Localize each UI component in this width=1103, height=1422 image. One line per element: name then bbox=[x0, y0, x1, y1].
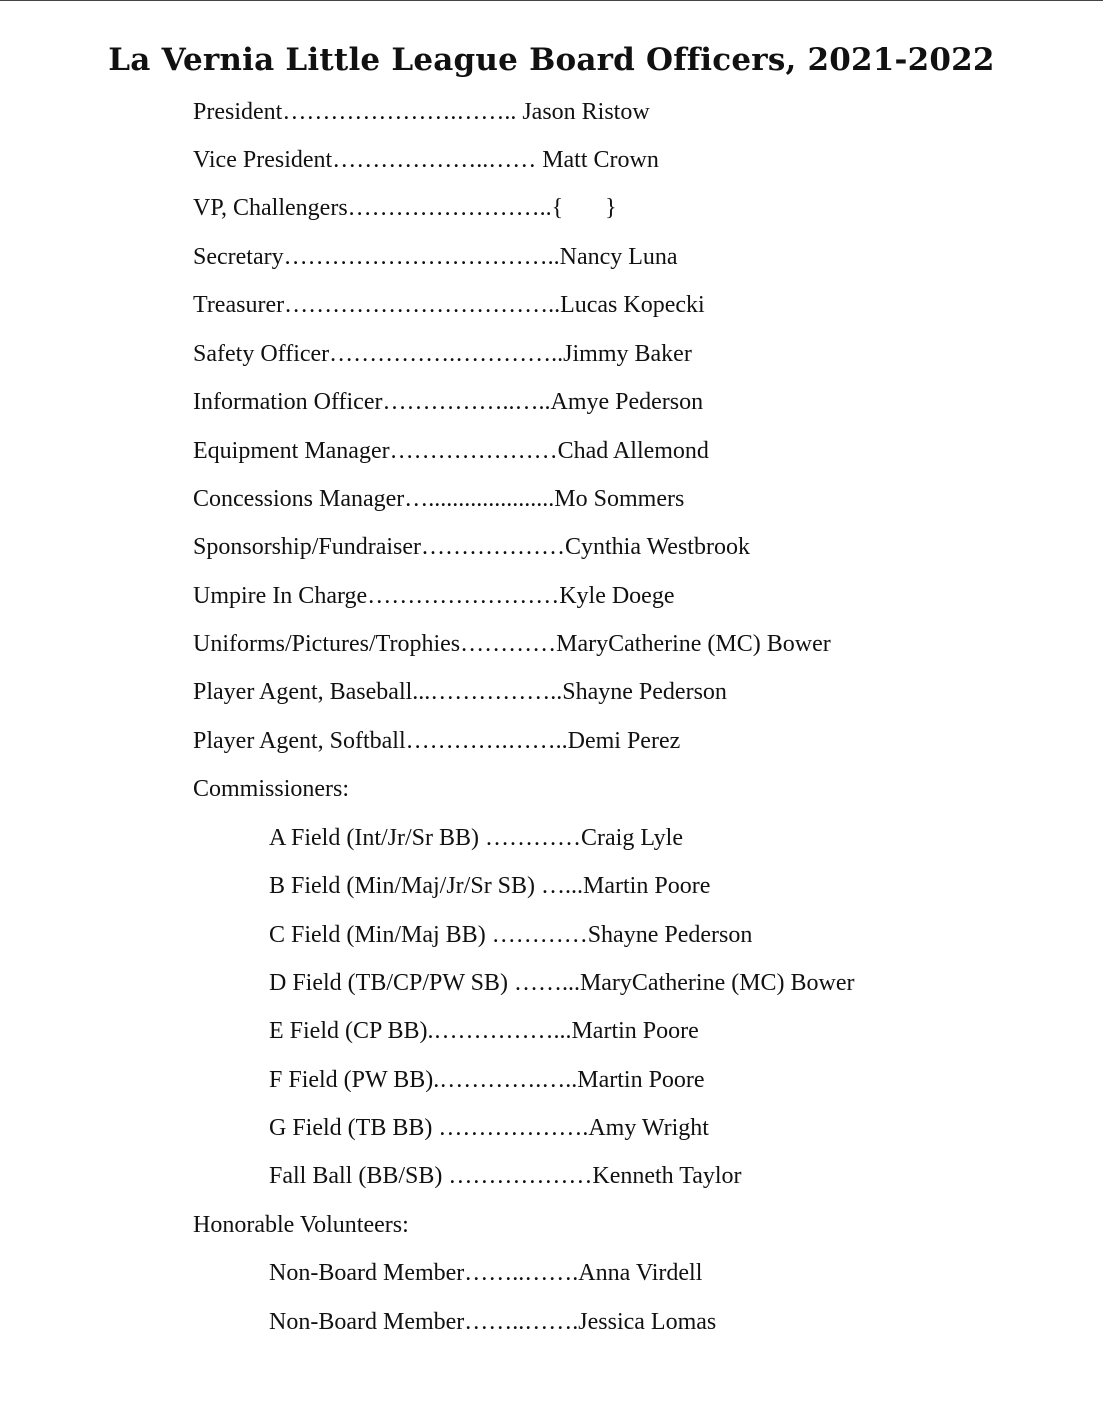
top-border bbox=[0, 0, 1103, 1]
commissioner-e-field bbox=[269, 1016, 699, 1046]
officer-role: Treasurer bbox=[193, 292, 285, 318]
commissioner-name: Martin Poore bbox=[577, 1067, 705, 1093]
officer-name: Chad Allemond bbox=[557, 438, 709, 464]
dot-leader: ……………… bbox=[442, 1163, 593, 1189]
officer-role: Umpire In Charge bbox=[193, 583, 368, 609]
commissioner-f-field bbox=[269, 1065, 705, 1095]
dot-leader: ………………..…… bbox=[332, 147, 537, 173]
officer-president bbox=[193, 97, 650, 127]
commissioner-b-field bbox=[269, 871, 710, 901]
commissioner-fall-ball bbox=[269, 1161, 742, 1191]
volunteer-role: Non-Board Member bbox=[269, 1309, 465, 1335]
dot-leader: ………………. bbox=[432, 1115, 589, 1141]
dot-leader: .……………... bbox=[427, 1018, 572, 1044]
officer-secretary bbox=[193, 242, 678, 272]
dot-leader: …... bbox=[535, 873, 584, 899]
commissioner-role: E Field (CP BB) bbox=[269, 1018, 428, 1044]
dot-leader: …………………… bbox=[367, 583, 560, 609]
volunteer-role: Non-Board Member bbox=[269, 1260, 465, 1286]
dot-leader: .………….….. bbox=[433, 1067, 578, 1093]
commissioner-name: Craig Lyle bbox=[581, 825, 683, 851]
officer-role: Sponsorship/Fundraiser bbox=[193, 534, 421, 560]
officer-role: President bbox=[193, 99, 283, 125]
officer-role: Equipment Manager bbox=[193, 438, 390, 464]
commissioner-name: Kenneth Taylor bbox=[592, 1163, 742, 1189]
dot-leader: ……..……. bbox=[464, 1260, 579, 1286]
officer-umpire-in-charge bbox=[193, 581, 674, 611]
commissioners-heading: Commissioners: bbox=[193, 776, 350, 802]
commissioner-name: MaryCatherine (MC) Bower bbox=[579, 970, 855, 996]
dot-leader: ………….…….. bbox=[405, 728, 568, 754]
dot-leader: …………………………….. bbox=[284, 292, 561, 318]
officer-role: Vice President bbox=[193, 147, 333, 173]
dot-leader: ……... bbox=[507, 970, 580, 996]
officer-role: VP, Challengers bbox=[193, 195, 348, 221]
commissioner-c-field bbox=[269, 920, 752, 950]
officer-role: Player Agent, Baseball bbox=[193, 679, 413, 705]
dot-leader: …………………………….. bbox=[283, 244, 560, 270]
officer-name: Jason Ristow bbox=[522, 99, 650, 125]
commissioner-g-field bbox=[269, 1113, 709, 1143]
officer-name: Jimmy Baker bbox=[563, 341, 692, 367]
dot-leader: ……………… bbox=[421, 534, 565, 560]
officer-equipment-manager bbox=[193, 436, 709, 466]
officer-name: Kyle Doege bbox=[559, 583, 675, 609]
officer-name: Nancy Luna bbox=[559, 244, 678, 270]
dot-leader: ……..……. bbox=[464, 1309, 579, 1335]
volunteers-heading: Honorable Volunteers: bbox=[193, 1212, 409, 1238]
volunteer-name: Anna Virdell bbox=[578, 1260, 703, 1286]
officer-player-agent-baseball bbox=[193, 677, 727, 707]
officer-name: Demi Perez bbox=[567, 728, 681, 754]
officer-concessions-manager bbox=[193, 484, 684, 514]
commissioner-name: Amy Wright bbox=[588, 1115, 709, 1141]
officer-role: Concessions Manager bbox=[193, 486, 405, 512]
commissioner-name: Martin Poore bbox=[583, 873, 711, 899]
commissioner-role: F Field (PW BB) bbox=[269, 1067, 434, 1093]
dot-leader: ...…………….. bbox=[412, 679, 563, 705]
volunteer-row bbox=[269, 1307, 716, 1337]
officer-vice-president bbox=[193, 145, 659, 175]
dot-leader: ………… bbox=[485, 922, 588, 948]
officer-role: Uniforms/Pictures/Trophies bbox=[193, 631, 461, 657]
dot-leader: ………………….…….. bbox=[282, 99, 517, 125]
officer-role: Information Officer bbox=[193, 389, 383, 415]
officer-treasurer bbox=[193, 290, 705, 320]
volunteer-name: Jessica Lomas bbox=[578, 1309, 717, 1335]
officer-role: Secretary bbox=[193, 244, 284, 270]
officer-vp-challengers bbox=[193, 193, 617, 223]
dot-leader: ………… bbox=[460, 631, 557, 657]
officer-name: Lucas Kopecki bbox=[560, 292, 705, 318]
officer-role: Player Agent, Softball bbox=[193, 728, 406, 754]
officer-name: Amye Pederson bbox=[550, 389, 704, 415]
officer-name: { } bbox=[551, 195, 617, 221]
dot-leader: …………….………….. bbox=[329, 341, 564, 367]
commissioner-name: Martin Poore bbox=[571, 1018, 699, 1044]
dot-leader: …..................... bbox=[404, 486, 555, 512]
dot-leader: ……………..….. bbox=[382, 389, 551, 415]
officer-sponsorship-fundraiser bbox=[193, 532, 750, 562]
commissioner-a-field bbox=[269, 823, 683, 853]
volunteer-row bbox=[269, 1258, 702, 1288]
dot-leader: ………… bbox=[479, 825, 582, 851]
officer-name: Mo Sommers bbox=[554, 486, 685, 512]
commissioner-role: Fall Ball (BB/SB) bbox=[269, 1163, 443, 1189]
commissioner-role: C Field (Min/Maj BB) bbox=[269, 922, 486, 948]
commissioner-d-field bbox=[269, 968, 855, 998]
officer-name: Shayne Pederson bbox=[562, 679, 727, 705]
dot-leader: …………………….. bbox=[347, 195, 552, 221]
officer-uniforms-pictures-trophies bbox=[193, 629, 831, 659]
commissioner-role: D Field (TB/CP/PW SB) bbox=[269, 970, 508, 996]
officer-name: Matt Crown bbox=[542, 147, 659, 173]
page-title: La Vernia Little League Board Officers, 2021-2022 bbox=[108, 42, 995, 78]
commissioner-role: A Field (Int/Jr/Sr BB) bbox=[269, 825, 480, 851]
dot-leader: ………………… bbox=[389, 438, 558, 464]
officer-role: Safety Officer bbox=[193, 341, 330, 367]
officer-name: MaryCatherine (MC) Bower bbox=[556, 631, 831, 657]
commissioner-role: G Field (TB BB) bbox=[269, 1115, 433, 1141]
officer-name: Cynthia Westbrook bbox=[565, 534, 750, 560]
commissioner-name: Shayne Pederson bbox=[587, 922, 753, 948]
officer-safety-officer bbox=[193, 339, 692, 369]
commissioner-role: B Field (Min/Maj/Jr/Sr SB) bbox=[269, 873, 536, 899]
officer-information-officer bbox=[193, 387, 703, 417]
officer-player-agent-softball bbox=[193, 726, 680, 756]
